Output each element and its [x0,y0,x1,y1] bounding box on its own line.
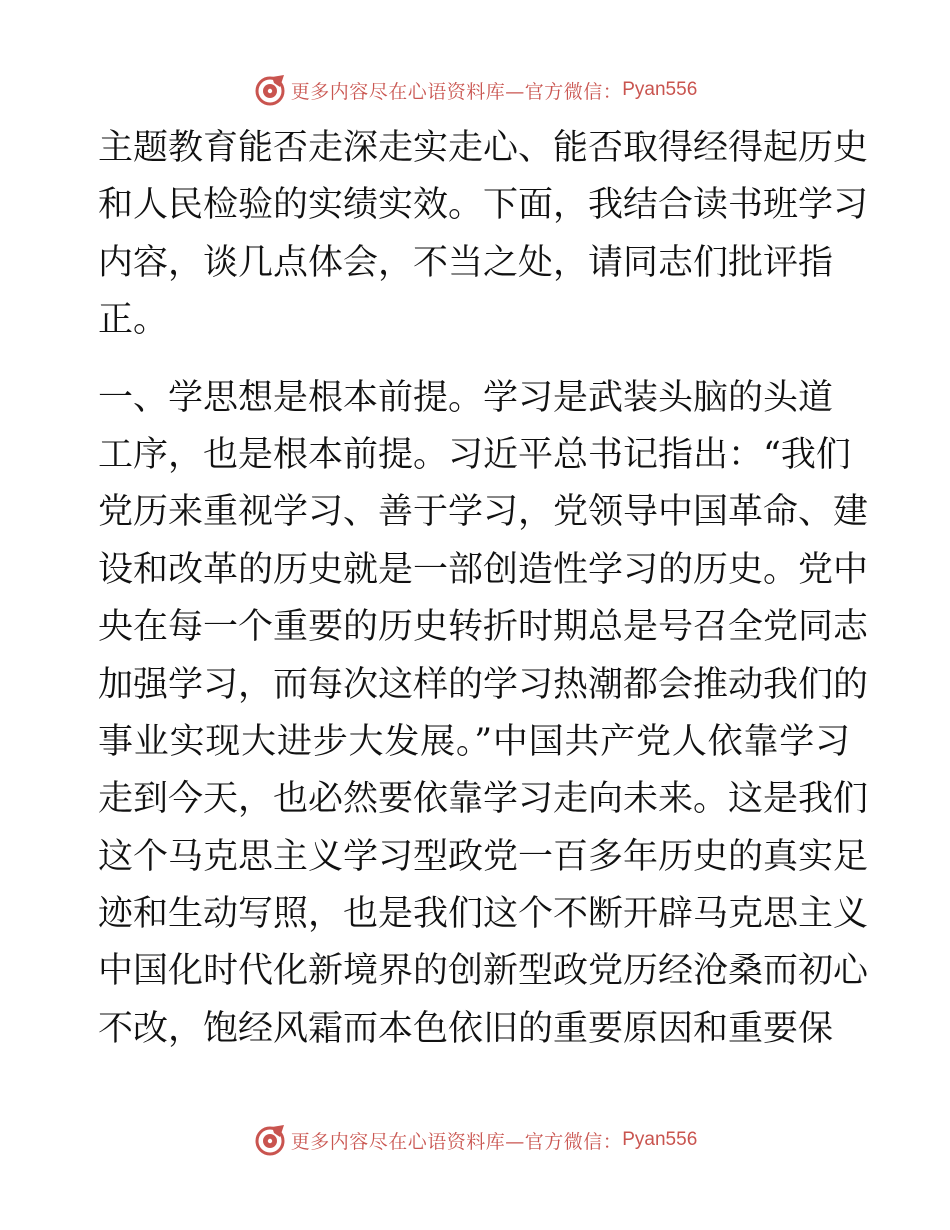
text-line: 一、学思想是根本前提。学习是武装头脑的头道 [98,377,834,418]
text-line: 和人民检验的实绩实效。下面，我结合读书班学习 [98,185,869,226]
text-line: 这个马克思主义学习型政党一百多年历史的真实足 [98,836,869,877]
text-line: 内容，谈几点体会，不当之处，请同志们批评指 [98,242,834,283]
header-banner-text: 更多内容尽在心语资料库—官方微信： [290,80,623,103]
text-line: 事业实现大进步大发展。”中国共产党人依靠学习 [98,721,850,762]
text-line: 正。 [98,300,169,341]
text-line: 设和改革的历史就是一部创造性学习的历史。党中 [98,549,869,590]
text-line: 工序，也是根本前提。习近平总书记指出：“我们 [98,434,851,475]
pen-nib-seal-icon [253,73,287,107]
text-line: 迹和生动写照，也是我们这个不断开辟马克思主义 [98,894,869,935]
paragraph-2 [98,370,869,1059]
footer-banner-text: 更多内容尽在心语资料库—官方微信： [290,1130,623,1153]
paragraph-1 [98,120,869,350]
text-line: 不改，饱经风霜而本色依旧的重要原因和重要保 [98,1008,834,1049]
footer-wechat-handle: Pyan556 [622,1129,698,1150]
footer-banner [0,1120,950,1160]
text-line: 走到今天，也必然要依靠学习走向未来。这是我们 [98,779,869,820]
text-line: 党历来重视学习、善于学习，党领导中国革命、建 [98,492,869,533]
text-line: 央在每一个重要的历史转折时期总是号召全党同志 [98,607,869,648]
text-line: 加强学习，而每次这样的学习热潮都会推动我们的 [98,664,869,705]
text-line: 主题教育能否走深走实走心、能否取得经得起历史 [98,128,869,168]
header-wechat-handle: Pyan556 [622,79,698,100]
text-line: 中国化时代化新境界的创新型政党历经沧桑而初心 [98,951,869,992]
header-banner [0,70,950,110]
pen-nib-seal-icon [253,1123,287,1157]
document-body [98,120,869,1058]
paragraph-gap [98,350,850,370]
